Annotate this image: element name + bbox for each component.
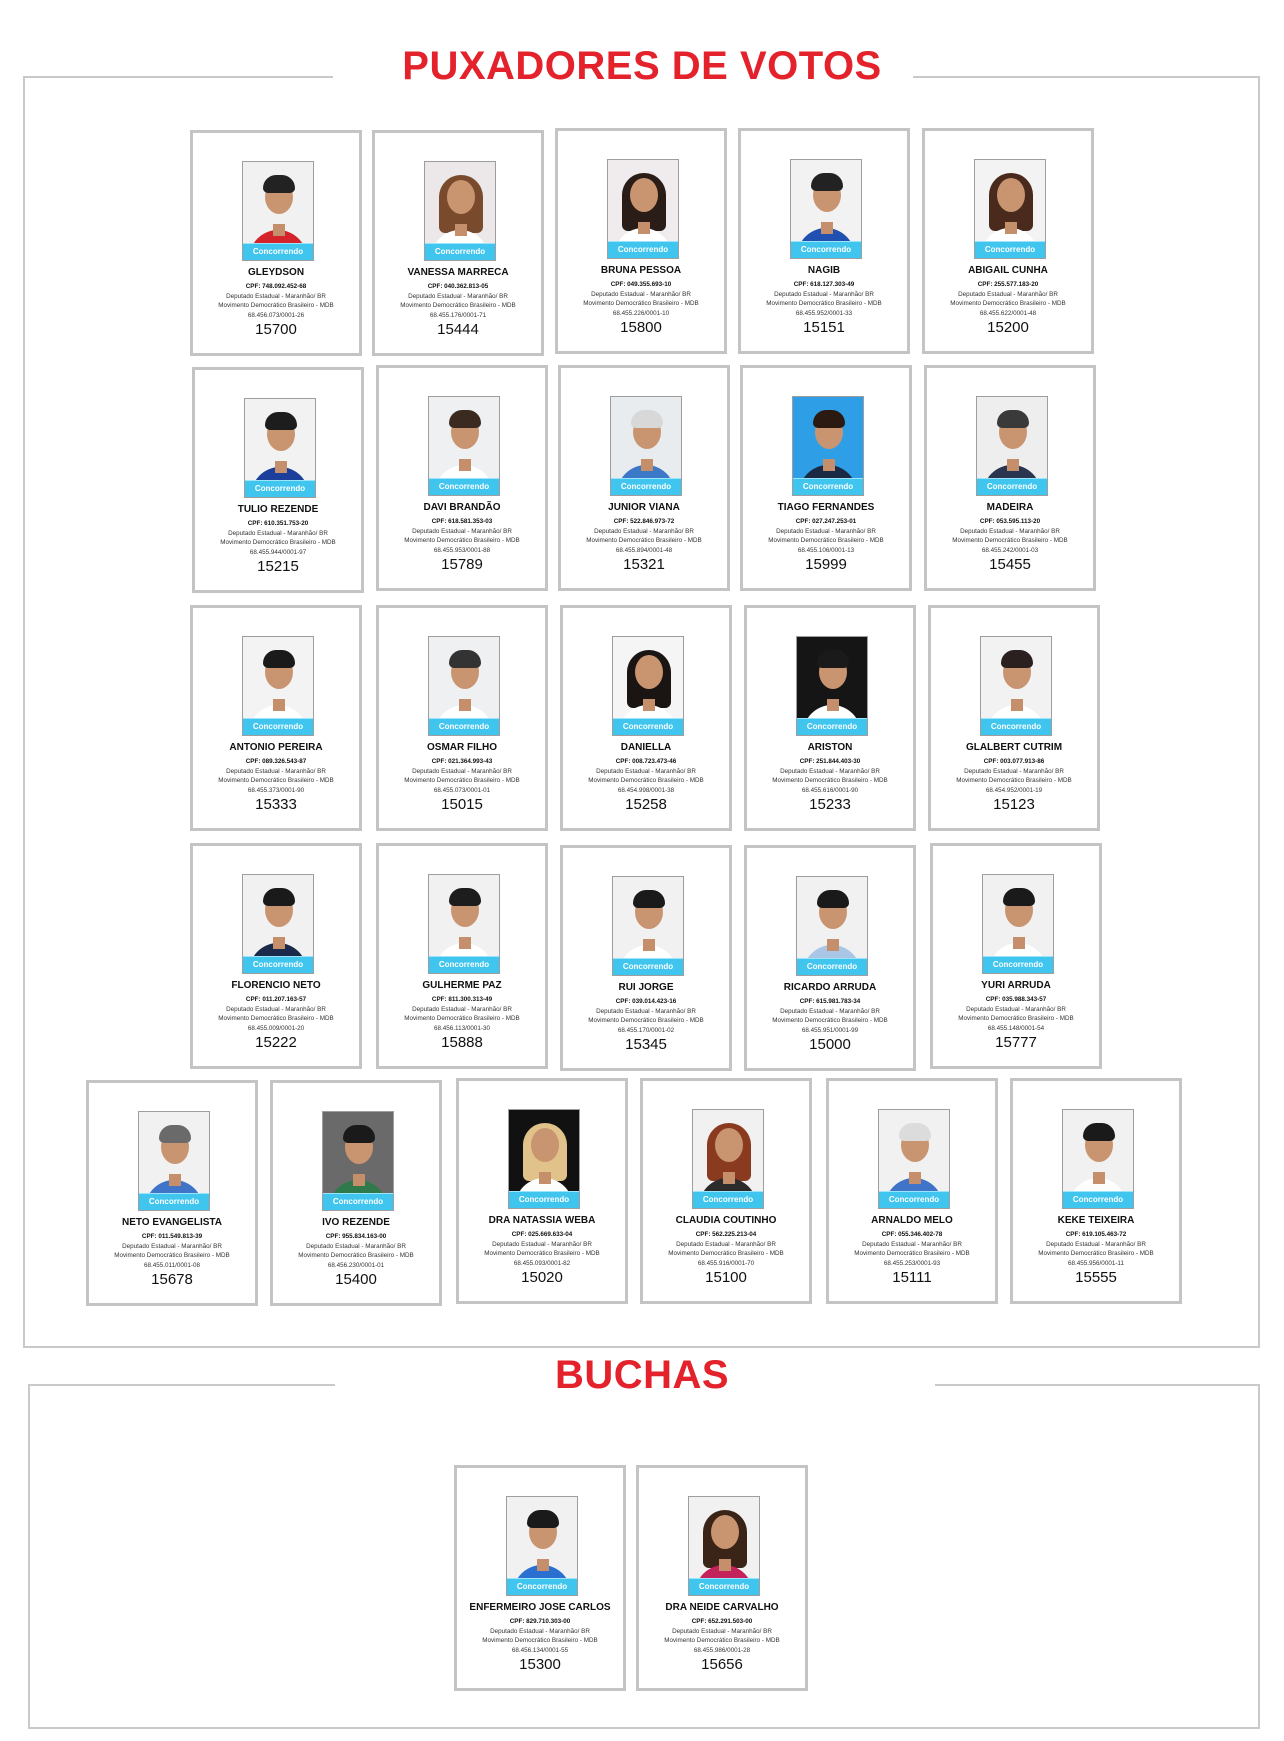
candidate-photo [878,1109,950,1209]
candidate-card [1010,1078,1182,1304]
candidate-name: OSMAR FILHO [427,742,497,753]
candidate-card [372,130,544,356]
candidate-role: Deputado Estadual - Maranhão/ BR [226,767,326,775]
candidate-name: RUI JORGE [618,982,674,993]
candidate-role: Deputado Estadual - Maranhão/ BR [1046,1240,1146,1248]
candidate-card [456,1078,628,1304]
candidate-cnpj: 68.455.373/0001-90 [247,786,305,794]
candidate-number: 15656 [701,1656,743,1673]
candidate-cnpj: 68.456.073/0001-26 [247,311,305,319]
candidate-role: Deputado Estadual - Maranhão/ BR [596,767,696,775]
status-badge: Concorrendo [879,1191,949,1208]
candidate-info [199,757,353,795]
candidate-info [569,997,723,1035]
candidate-number: 15333 [255,796,297,813]
candidate-number: 15800 [620,319,662,336]
candidate-cnpj: 68.455.073/0001-01 [433,786,491,794]
candidate-info [199,995,353,1033]
candidate-photo [242,161,314,261]
status-badge: Concorrendo [613,958,683,975]
candidate-role: Deputado Estadual - Maranhão/ BR [958,290,1058,298]
candidate-role: Deputado Estadual - Maranhão/ BR [492,1240,592,1248]
candidate-cnpj: 68.455.951/0001-99 [801,1026,859,1034]
candidate-number: 15777 [995,1034,1037,1051]
candidate-info [753,997,907,1035]
candidate-info [465,1230,619,1268]
candidate-info [937,757,1091,795]
candidate-info [939,995,1093,1033]
candidate-photo [692,1109,764,1209]
candidate-cnpj: 68.455.176/0001-71 [429,311,487,319]
status-badge: Concorrendo [1063,1191,1133,1208]
candidate-card [560,845,732,1071]
candidate-role: Deputado Estadual - Maranhão/ BR [780,767,880,775]
candidate-party: Movimento Democrático Brasileiro - MDB [950,300,1066,307]
candidate-name: FLORENCIO NETO [231,980,321,991]
status-badge: Concorrendo [608,241,678,258]
candidate-name: RICARDO ARRUDA [783,982,877,993]
candidate-cnpj: 68.455.986/0001-28 [693,1646,751,1654]
candidate-cnpj: 68.456.230/0001-01 [327,1261,385,1269]
candidate-cpf: CPF: 615.981.783-34 [799,998,861,1005]
candidate-role: Deputado Estadual - Maranhão/ BR [228,529,328,537]
candidate-cpf: CPF: 251.844.403-30 [799,758,861,765]
candidate-number: 15678 [151,1271,193,1288]
candidate-number: 15321 [623,556,665,573]
candidate-party: Movimento Democrático Brasileiro - MDB [218,302,334,309]
candidate-name: YURI ARRUDA [981,980,1051,991]
status-badge: Concorrendo [791,241,861,258]
candidate-role: Deputado Estadual - Maranhão/ BR [594,527,694,535]
status-badge: Concorrendo [245,480,315,497]
candidate-card [560,605,732,831]
candidate-card [192,367,364,593]
candidate-card [924,365,1096,591]
candidate-info [385,757,539,795]
candidate-cpf: CPF: 027.247.253-01 [795,518,857,525]
candidate-name: DAVI BRANDÃO [423,502,501,513]
candidate-cnpj: 68.454.998/0001-38 [617,786,675,794]
candidate-role: Deputado Estadual - Maranhão/ BR [412,527,512,535]
candidate-photo [688,1496,760,1596]
status-badge: Concorrendo [797,958,867,975]
candidate-photo [1062,1109,1134,1209]
candidate-name: ARISTON [807,742,853,753]
status-badge: Concorrendo [983,956,1053,973]
candidate-role: Deputado Estadual - Maranhão/ BR [780,1007,880,1015]
candidate-number: 15700 [255,321,297,338]
candidate-name: GLALBERT CUTRIM [965,742,1063,753]
candidate-number: 15455 [989,556,1031,573]
candidate-cnpj: 68.455.106/0001-13 [797,546,855,554]
status-badge: Concorrendo [693,1191,763,1208]
candidate-info [569,757,723,795]
candidate-party: Movimento Democrático Brasileiro - MDB [218,777,334,784]
candidate-number: 15020 [521,1269,563,1286]
candidate-cpf: CPF: 652.291.503-00 [691,1618,753,1625]
candidate-cpf: CPF: 829.710.303-00 [509,1618,571,1625]
status-badge: Concorrendo [977,478,1047,495]
candidate-card [922,128,1094,354]
candidate-number: 15015 [441,796,483,813]
candidate-card [376,365,548,591]
candidate-cpf: CPF: 618.581.353-03 [431,518,493,525]
candidate-name: CLAUDIA COUTINHO [675,1215,777,1226]
candidate-role: Deputado Estadual - Maranhão/ BR [226,1005,326,1013]
candidate-photo [242,636,314,736]
candidate-cnpj: 68.455.953/0001-88 [433,546,491,554]
candidate-info [199,282,353,320]
candidate-party: Movimento Democrático Brasileiro - MDB [114,1252,230,1259]
status-badge: Concorrendo [507,1578,577,1595]
candidate-cpf: CPF: 089.326.543-87 [245,758,307,765]
candidate-number: 15444 [437,321,479,338]
candidate-card [826,1078,998,1304]
candidate-info [567,517,721,555]
candidate-card [270,1080,442,1306]
candidate-info [931,280,1085,318]
candidate-cnpj: 68.455.894/0001-48 [615,546,673,554]
candidate-cpf: CPF: 003.077.913-86 [983,758,1045,765]
candidate-info [1019,1230,1173,1268]
candidate-photo [612,876,684,976]
candidate-name: VANESSA MARRECA [407,267,509,278]
candidate-card [744,845,916,1071]
candidate-card [640,1078,812,1304]
candidate-name: ANTONIO PEREIRA [229,742,323,753]
candidate-number: 15111 [892,1269,932,1286]
candidate-number: 15888 [441,1034,483,1051]
candidate-info [564,280,718,318]
candidate-cpf: CPF: 562.225.213-04 [695,1231,757,1238]
candidate-name: DRA NATASSIA WEBA [488,1215,596,1226]
candidate-cnpj: 68.455.952/0001-33 [795,309,853,317]
candidate-role: Deputado Estadual - Maranhão/ BR [412,767,512,775]
candidate-photo [610,396,682,496]
status-badge: Concorrendo [243,243,313,260]
candidate-number: 15999 [805,556,847,573]
candidate-card [558,365,730,591]
candidate-info [649,1230,803,1268]
candidate-photo [508,1109,580,1209]
candidate-party: Movimento Democrático Brasileiro - MDB [404,537,520,544]
candidate-party: Movimento Democrático Brasileiro - MDB [664,1637,780,1644]
candidate-photo [428,396,500,496]
candidate-role: Deputado Estadual - Maranhão/ BR [591,290,691,298]
status-badge: Concorrendo [139,1193,209,1210]
candidate-cnpj: 68.455.170/0001-02 [617,1026,675,1034]
candidate-photo [790,159,862,259]
candidate-party: Movimento Democrático Brasileiro - MDB [854,1250,970,1257]
candidate-card [744,605,916,831]
candidate-photo [428,874,500,974]
candidate-info [381,282,535,320]
candidate-cnpj: 68.456.134/0001-55 [511,1646,569,1654]
candidate-party: Movimento Democrático Brasileiro - MDB [772,1017,888,1024]
candidate-info [749,517,903,555]
candidate-photo [974,159,1046,259]
candidate-role: Deputado Estadual - Maranhão/ BR [490,1627,590,1635]
candidate-cpf: CPF: 618.127.303-49 [793,281,855,288]
status-badge: Concorrendo [797,718,867,735]
candidate-cnpj: 68.455.011/0001-08 [144,1261,200,1269]
candidate-role: Deputado Estadual - Maranhão/ BR [408,292,508,300]
section-title-puxadores: PUXADORES DE VOTOS [402,44,882,88]
status-badge: Concorrendo [975,241,1045,258]
candidate-party: Movimento Democrático Brasileiro - MDB [586,537,702,544]
candidate-cpf: CPF: 021.364.993-43 [431,758,493,765]
candidate-info [385,995,539,1033]
status-badge: Concorrendo [425,243,495,260]
candidate-number: 15789 [441,556,483,573]
candidate-photo [976,396,1048,496]
candidate-number: 15000 [809,1036,851,1053]
candidate-cnpj: 68.455.944/0001-97 [249,548,307,556]
candidate-card [738,128,910,354]
candidate-cpf: CPF: 040.362.813-05 [427,283,489,290]
candidate-card [190,843,362,1069]
candidate-party: Movimento Democrático Brasileiro - MDB [766,300,882,307]
candidate-photo [607,159,679,259]
candidate-role: Deputado Estadual - Maranhão/ BR [676,1240,776,1248]
status-badge: Concorrendo [689,1578,759,1595]
candidate-party: Movimento Democrático Brasileiro - MDB [218,1015,334,1022]
candidate-card [190,605,362,831]
candidate-photo [796,876,868,976]
candidate-info [95,1232,249,1270]
candidate-role: Deputado Estadual - Maranhão/ BR [960,527,1060,535]
candidate-number: 15100 [705,1269,747,1286]
status-badge: Concorrendo [429,956,499,973]
candidate-party: Movimento Democrático Brasileiro - MDB [588,777,704,784]
candidate-cnpj: 68.455.148/0001-54 [987,1024,1045,1032]
candidate-cpf: CPF: 011.207.163-57 [245,996,307,1003]
candidate-cpf: CPF: 610.351.753-20 [247,520,309,527]
candidate-role: Deputado Estadual - Maranhão/ BR [226,292,326,300]
candidate-role: Deputado Estadual - Maranhão/ BR [862,1240,962,1248]
candidate-name: NETO EVANGELISTA [121,1217,222,1228]
candidate-photo [244,398,316,498]
candidate-info [753,757,907,795]
candidate-name: IVO REZENDE [322,1217,390,1228]
candidate-cpf: CPF: 619.105.463-72 [1065,1231,1127,1238]
candidate-name: DANIELLA [620,742,672,753]
status-badge: Concorrendo [429,478,499,495]
candidate-info [747,280,901,318]
candidate-photo [612,636,684,736]
candidate-number: 15151 [803,319,845,336]
status-badge: Concorrendo [981,718,1051,735]
candidate-card [376,605,548,831]
candidate-cpf: CPF: 008.723.473-46 [615,758,677,765]
candidate-cnpj: 68.455.253/0001-93 [883,1259,941,1267]
candidate-name: BRUNA PESSOA [600,265,682,276]
status-badge: Concorrendo [611,478,681,495]
candidate-party: Movimento Democrático Brasileiro - MDB [404,1015,520,1022]
candidate-party: Movimento Democrático Brasileiro - MDB [482,1637,598,1644]
candidate-cpf: CPF: 055.346.402-78 [881,1231,943,1238]
candidate-name: NAGIB [807,265,841,276]
candidate-role: Deputado Estadual - Maranhão/ BR [774,290,874,298]
candidate-info [279,1232,433,1270]
candidate-photo [242,874,314,974]
candidate-cnpj: 68.455.916/0001-70 [697,1259,755,1267]
candidate-party: Movimento Democrático Brasileiro - MDB [588,1017,704,1024]
candidate-role: Deputado Estadual - Maranhão/ BR [964,767,1064,775]
candidate-role: Deputado Estadual - Maranhão/ BR [412,1005,512,1013]
candidate-party: Movimento Democrático Brasileiro - MDB [1038,1250,1154,1257]
candidate-party: Movimento Democrático Brasileiro - MDB [404,777,520,784]
candidate-cnpj: 68.455.226/0001-10 [612,309,670,317]
candidate-info [201,519,355,557]
candidate-party: Movimento Democrático Brasileiro - MDB [400,302,516,309]
candidate-cnpj: 68.456.113/0001-30 [434,1024,490,1032]
status-badge: Concorrendo [429,718,499,735]
candidate-role: Deputado Estadual - Maranhão/ BR [966,1005,1066,1013]
section-title-buchas: BUCHAS [554,1353,730,1397]
candidate-role: Deputado Estadual - Maranhão/ BR [596,1007,696,1015]
candidate-name: JUNIOR VIANA [608,502,680,513]
candidate-role: Deputado Estadual - Maranhão/ BR [776,527,876,535]
candidate-name: TULIO REZENDE [237,504,319,515]
candidate-cpf: CPF: 748.092.452-68 [245,283,307,290]
status-badge: Concorrendo [793,478,863,495]
candidate-card [376,843,548,1069]
status-badge: Concorrendo [509,1191,579,1208]
candidate-cpf: CPF: 035.988.343-57 [985,996,1047,1003]
candidate-card [454,1465,626,1691]
candidate-cpf: CPF: 811.300.313-49 [431,996,493,1003]
candidate-info [385,517,539,555]
candidate-name: MADEIRA [986,502,1034,513]
candidate-number: 15300 [519,1656,561,1673]
candidate-number: 15345 [625,1036,667,1053]
candidate-photo [792,396,864,496]
candidate-cpf: CPF: 025.669.633-04 [511,1231,573,1238]
candidate-cnpj: 68.455.956/0001-11 [1068,1259,1124,1267]
candidate-role: Deputado Estadual - Maranhão/ BR [672,1627,772,1635]
candidate-name: KEKE TEIXEIRA [1057,1215,1135,1226]
candidate-cpf: CPF: 049.355.693-10 [610,281,672,288]
candidate-party: Movimento Democrático Brasileiro - MDB [220,539,336,546]
candidate-cpf: CPF: 039.014.423-16 [615,998,677,1005]
candidate-photo [322,1111,394,1211]
candidate-photo [506,1496,578,1596]
candidate-party: Movimento Democrático Brasileiro - MDB [958,1015,1074,1022]
candidate-party: Movimento Democrático Brasileiro - MDB [768,537,884,544]
candidate-card [928,605,1100,831]
candidate-number: 15555 [1075,1269,1117,1286]
candidate-number: 15258 [625,796,667,813]
candidate-cpf: CPF: 053.595.113-20 [979,518,1041,525]
candidate-name: ABIGAIL CUNHA [968,265,1048,276]
candidate-cnpj: 68.455.093/0001-82 [513,1259,571,1267]
candidate-name: GLEYDSON [247,267,305,278]
candidate-number: 15215 [257,558,299,575]
candidate-cnpj: 68.455.242/0001-03 [981,546,1039,554]
candidate-cnpj: 68.455.622/0001-48 [979,309,1037,317]
candidate-card [636,1465,808,1691]
candidate-number: 15400 [335,1271,377,1288]
candidate-role: Deputado Estadual - Maranhão/ BR [122,1242,222,1250]
candidate-name: TIAGO FERNANDES [777,502,875,513]
status-badge: Concorrendo [243,718,313,735]
candidate-photo [796,636,868,736]
candidate-cpf: CPF: 011.549.813-39 [141,1233,203,1240]
candidate-photo [138,1111,210,1211]
candidate-card [930,843,1102,1069]
candidate-number: 15222 [255,1034,297,1051]
candidate-number: 15123 [993,796,1035,813]
candidate-party: Movimento Democrático Brasileiro - MDB [583,300,699,307]
candidate-number: 15233 [809,796,851,813]
candidate-card [740,365,912,591]
status-badge: Concorrendo [323,1193,393,1210]
candidate-party: Movimento Democrático Brasileiro - MDB [772,777,888,784]
candidate-info [835,1230,989,1268]
candidate-cpf: CPF: 255.577.183-20 [977,281,1039,288]
candidate-photo [424,161,496,261]
candidate-info [645,1617,799,1655]
candidate-info [933,517,1087,555]
candidate-party: Movimento Democrático Brasileiro - MDB [956,777,1072,784]
candidate-card [86,1080,258,1306]
candidate-name: ENFERMEIRO JOSE CARLOS [469,1602,611,1613]
candidate-name: ARNALDO MELO [871,1215,953,1226]
candidate-card [190,130,362,356]
candidate-photo [982,874,1054,974]
candidate-photo [428,636,500,736]
candidate-name: GULHERME PAZ [422,980,502,991]
candidate-name: DRA NEIDE CARVALHO [665,1602,779,1613]
candidate-party: Movimento Democrático Brasileiro - MDB [298,1252,414,1259]
candidate-party: Movimento Democrático Brasileiro - MDB [952,537,1068,544]
candidate-cpf: CPF: 522.846.973-72 [613,518,675,525]
candidate-party: Movimento Democrático Brasileiro - MDB [668,1250,784,1257]
candidate-cnpj: 68.454.952/0001-19 [985,786,1043,794]
candidate-party: Movimento Democrático Brasileiro - MDB [484,1250,600,1257]
candidate-cpf: CPF: 955.834.163-00 [325,1233,387,1240]
status-badge: Concorrendo [613,718,683,735]
candidate-photo [980,636,1052,736]
candidate-cnpj: 68.455.616/0001-90 [801,786,859,794]
candidate-cnpj: 68.455.009/0001-20 [247,1024,305,1032]
status-badge: Concorrendo [243,956,313,973]
candidate-card [555,128,727,354]
candidate-info [463,1617,617,1655]
candidate-role: Deputado Estadual - Maranhão/ BR [306,1242,406,1250]
candidate-number: 15200 [987,319,1029,336]
